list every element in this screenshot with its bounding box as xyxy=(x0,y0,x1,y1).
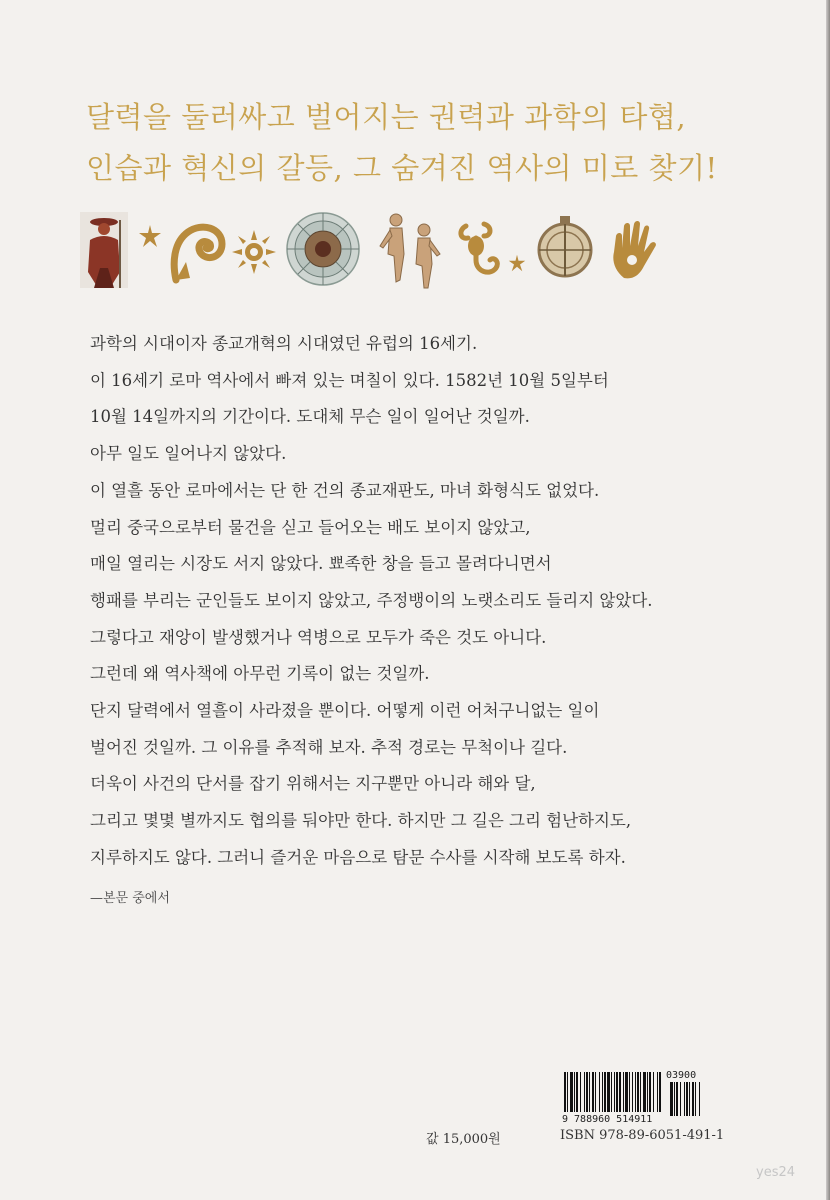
barcode-addon-bar xyxy=(676,1082,678,1116)
barcode-addon-bar xyxy=(674,1082,675,1116)
barcode-bar xyxy=(635,1072,636,1112)
barcode-bar xyxy=(586,1072,588,1112)
headline-line-1: 달력을 둘러싸고 벌어지는 권력과 과학의 타협, xyxy=(86,100,687,134)
barcode-bar xyxy=(564,1072,566,1112)
barcode-bar xyxy=(637,1072,639,1112)
body-line: 과학의 시대이자 종교개혁의 시대였던 유럽의 16세기. xyxy=(90,334,478,353)
barcode-bar xyxy=(592,1072,594,1112)
sun-icon xyxy=(232,230,276,274)
barcode-bar xyxy=(614,1072,615,1112)
barcode-bar xyxy=(580,1072,581,1112)
barcode-bar xyxy=(595,1072,596,1112)
body-line: 벌어진 것일까. 그 이유를 추적해 보자. 추적 경로는 무척이나 길다. xyxy=(90,737,568,757)
barcode-addon-bar xyxy=(689,1082,690,1116)
barcode-bar xyxy=(567,1072,568,1112)
sundial-icon xyxy=(534,214,596,282)
barcode-addon-bar xyxy=(695,1082,696,1116)
barcode-bar xyxy=(647,1072,648,1112)
barcode-addon-bar xyxy=(699,1082,700,1116)
body-line: 그런데 왜 역사책에 아무런 기록이 없는 것일까. xyxy=(90,664,430,684)
barcode-bar xyxy=(649,1072,651,1112)
spiral-horn-icon xyxy=(168,218,226,284)
barcode-bar xyxy=(625,1072,628,1112)
barcode-addon-bar xyxy=(670,1082,673,1116)
small-star-icon xyxy=(508,254,526,272)
price-label: 값 15,000원 xyxy=(426,1132,501,1147)
barcode-bar xyxy=(570,1072,573,1112)
barcode-addon: 03900 xyxy=(666,1070,697,1081)
barcode-bar xyxy=(584,1072,585,1112)
barcode-bar xyxy=(589,1072,590,1112)
body-line: 더욱이 사건의 단서를 잡기 위해서는 지구뿐만 아니라 해와 달, xyxy=(90,774,536,794)
barcode-bar xyxy=(619,1072,621,1112)
soldier-icon xyxy=(80,212,128,288)
barcode-bar xyxy=(659,1072,661,1112)
barcode-bar xyxy=(604,1072,606,1112)
source-attribution: —본문 중에서 xyxy=(90,891,170,906)
body-line: 10월 14일까지의 기간이다. 도대체 무슨 일이 일어난 것일까. xyxy=(90,407,530,427)
barcode-bar xyxy=(576,1072,578,1112)
body-line: 이 16세기 로마 역사에서 빠져 있는 며칠이 있다. 1582년 10월 5일부터 xyxy=(90,370,609,390)
hand-icon xyxy=(610,220,658,280)
body-text xyxy=(90,326,790,877)
star-icon xyxy=(138,224,162,248)
isbn-label: ISBN 978-89-6051-491-1 xyxy=(560,1128,725,1143)
zodiac-wheel-icon xyxy=(286,212,360,286)
barcode-addon-bar xyxy=(686,1082,688,1116)
body-line: 행패를 부리는 군인들도 보이지 않았고, 주정뱅이의 노랫소리도 들리지 않았다. xyxy=(90,590,653,610)
barcode-bar xyxy=(574,1072,575,1112)
body-line: 그리고 몇몇 별까지도 협의를 둬야만 한다. 하지만 그 길은 그리 험난하지도, xyxy=(90,811,632,831)
barcode-addon-bar xyxy=(684,1082,685,1116)
body-line: 그렇다고 재앙이 발생했거나 역병으로 모두가 죽은 것도 아니다. xyxy=(90,627,547,647)
barcode-bar xyxy=(640,1072,641,1112)
barcode-bar xyxy=(599,1072,600,1112)
body-line: 이 열흘 동안 로마에서는 단 한 건의 종교재판도, 마녀 화형식도 없었다. xyxy=(90,480,600,500)
body-line: 지루하지도 않다. 그러니 즐거운 마음으로 탐문 수사를 시작해 보도록 하자. xyxy=(90,847,626,867)
barcode xyxy=(562,1072,704,1132)
barcode-addon-bar xyxy=(692,1082,694,1116)
barcode-number: 9 788960 514911 xyxy=(562,1114,653,1125)
body-line: 단지 달력에서 열흘이 사라졌을 뿐이다. 어떻게 이런 어처구니없는 일이 xyxy=(90,701,600,721)
body-line: 아무 일도 일어나지 않았다. xyxy=(90,444,287,464)
headline xyxy=(86,92,786,194)
page-edge xyxy=(826,0,830,1200)
watermark: yes24 xyxy=(756,1165,796,1180)
barcode-bar xyxy=(629,1072,630,1112)
barcode-bar xyxy=(632,1072,633,1112)
headline-line-2: 인습과 혁신의 갈등, 그 숨겨진 역사의 미로 찾기! xyxy=(86,151,718,185)
barcode-bar xyxy=(657,1072,658,1112)
barcode-bar xyxy=(611,1072,612,1112)
barcode-addon-bar xyxy=(680,1082,681,1116)
barcode-bar xyxy=(602,1072,603,1112)
barcode-bar xyxy=(643,1072,646,1112)
scorpion-icon xyxy=(456,220,506,284)
body-line: 멀리 중국으로부터 물건을 싣고 들어오는 배도 보이지 않았고, xyxy=(90,517,531,537)
barcode-bar xyxy=(623,1072,624,1112)
body-line: 매일 열리는 시장도 서지 않았다. 뾰족한 창을 들고 몰려다니면서 xyxy=(90,554,552,574)
barcode-bar xyxy=(607,1072,610,1112)
barcode-bar xyxy=(653,1072,654,1112)
anatomy-figures-icon xyxy=(374,210,444,290)
barcode-bar xyxy=(616,1072,618,1112)
icon-strip xyxy=(80,208,680,292)
